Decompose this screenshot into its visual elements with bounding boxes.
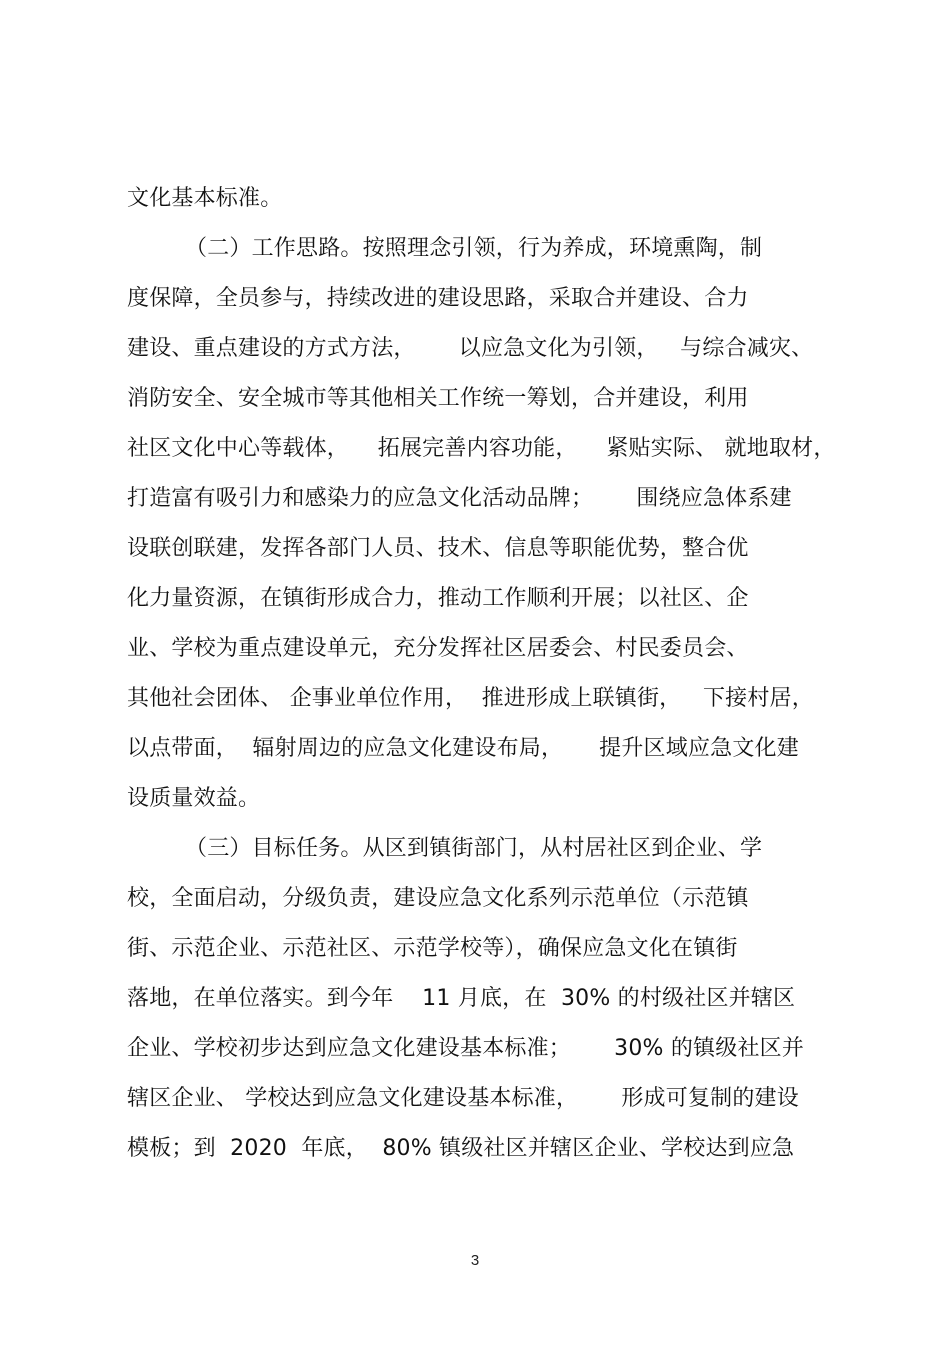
- section-heading-line: （二）工作思路。按照理念引领，行为养成，环境熏陶，制: [185, 236, 763, 261]
- page-number: 3: [470, 1252, 480, 1269]
- paragraph-line: 业、学校为重点建设单元，充分发挥社区居委会、村民委员会、: [127, 636, 749, 661]
- paragraph-line: 其他社会团体、 企事业单位作用， 推进形成上联镇街， 下接村居，: [127, 686, 814, 711]
- paragraph-line: 模板；到 2020 年底， 80% 镇级社区并辖区企业、学校达到应急: [127, 1136, 795, 1161]
- paragraph-line: 校，全面启动，分级负责，建设应急文化系列示范单位（示范镇: [127, 886, 749, 911]
- paragraph-line: 企业、学校初步达到应急文化建设基本标准； 30% 的镇级社区并: [127, 1036, 805, 1061]
- paragraph-line: 以点带面， 辐射周边的应急文化建设布局， 提升区域应急文化建: [127, 736, 799, 761]
- paragraph-line: 设质量效益。: [127, 786, 261, 811]
- paragraph-line: 打造富有吸引力和感染力的应急文化活动品牌； 围绕应急体系建: [127, 486, 792, 511]
- paragraph-line: 度保障，全员参与，持续改进的建设思路，采取合并建设、合力: [127, 286, 749, 311]
- paragraph-line: 街、示范企业、示范社区、示范学校等），确保应急文化在镇街: [127, 936, 738, 961]
- paragraph-line: 化力量资源，在镇街形成合力，推动工作顺利开展；以社区、企: [127, 586, 749, 611]
- paragraph-line: 文化基本标准。: [127, 186, 283, 211]
- paragraph-line: 消防安全、安全城市等其他相关工作统一筹划，合并建设，利用: [127, 386, 749, 411]
- paragraph-line: 设联创联建，发挥各部门人员、技术、信息等职能优势，整合优: [127, 536, 749, 561]
- section-heading-line: （三）目标任务。从区到镇街部门，从村居社区到企业、学: [185, 836, 763, 861]
- paragraph-line: 建设、重点建设的方式方法， 以应急文化为引领， 与综合减灾、: [127, 336, 814, 361]
- paragraph-line: 落地，在单位落实。到今年 11 月底，在 30% 的村级社区并辖区: [127, 986, 796, 1011]
- paragraph-line: 社区文化中心等载体， 拓展完善内容功能， 紧贴实际、 就地取材，: [127, 436, 836, 461]
- paragraph-line: 辖区企业、 学校达到应急文化建设基本标准， 形成可复制的建设: [127, 1086, 799, 1111]
